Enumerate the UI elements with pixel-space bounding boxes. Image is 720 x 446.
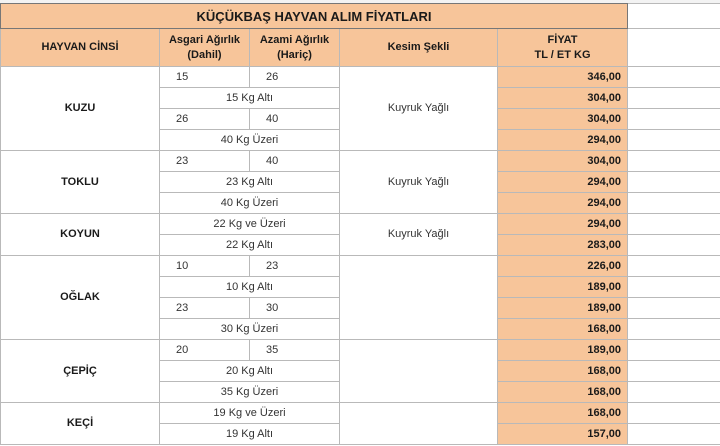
max-weight-cell: 35 [250, 340, 340, 361]
price-cell: 304,00 [498, 109, 628, 130]
min-weight-cell: 10 [160, 256, 250, 277]
table-row [1, 67, 720, 88]
animal-name-cell: KOYUN [1, 214, 160, 256]
max-weight-cell: 26 [250, 67, 340, 88]
blank-cell [628, 319, 720, 340]
price-cell: 168,00 [498, 403, 628, 424]
blank-cell [628, 235, 720, 256]
min-weight-cell: 26 [160, 109, 250, 130]
table-row [1, 151, 720, 172]
price-cell: 189,00 [498, 298, 628, 319]
price-cell: 283,00 [498, 235, 628, 256]
weight-range-cell: 10 Kg Altı [160, 277, 340, 298]
price-cell: 226,00 [498, 256, 628, 277]
header-row [1, 29, 720, 67]
weight-range-cell: 20 Kg Altı [160, 361, 340, 382]
weight-range-cell: 22 Kg ve Üzeri [160, 214, 340, 235]
blank-cell [628, 130, 720, 151]
cut-type-cell: Kuyruk Yağlı [340, 151, 498, 214]
price-cell: 304,00 [498, 151, 628, 172]
weight-range-cell: 23 Kg Altı [160, 172, 340, 193]
price-cell: 294,00 [498, 130, 628, 151]
animal-name-cell: KUZU [1, 67, 160, 151]
price-cell: 294,00 [498, 193, 628, 214]
table-title: KÜÇÜKBAŞ HAYVAN ALIM FİYATLARI [1, 4, 628, 29]
price-cell: 304,00 [498, 88, 628, 109]
weight-range-cell: 30 Kg Üzeri [160, 319, 340, 340]
cut-type-cell [340, 256, 498, 340]
animal-name-cell: KEÇİ [1, 403, 160, 445]
blank-cell [628, 340, 720, 361]
blank-cell [628, 4, 720, 29]
header-min-weight [160, 29, 250, 67]
min-weight-cell: 20 [160, 340, 250, 361]
min-weight-cell: 23 [160, 151, 250, 172]
blank-cell [628, 361, 720, 382]
weight-range-cell: 15 Kg Altı [160, 88, 340, 109]
blank-cell [628, 193, 720, 214]
min-weight-cell: 23 [160, 298, 250, 319]
blank-cell [628, 382, 720, 403]
blank-cell [628, 67, 720, 88]
blank-cell [628, 214, 720, 235]
table-row [1, 403, 720, 424]
price-cell: 294,00 [498, 214, 628, 235]
blank-cell [628, 298, 720, 319]
header-price-text: FİYAT TL / ET KG [534, 33, 591, 61]
price-cell: 294,00 [498, 172, 628, 193]
price-cell: 157,00 [498, 424, 628, 445]
cut-type-cell [340, 403, 498, 445]
price-cell: 168,00 [498, 361, 628, 382]
max-weight-cell: 40 [250, 151, 340, 172]
header-max-weight [250, 29, 340, 67]
price-cell: 168,00 [498, 382, 628, 403]
table-row [1, 340, 720, 361]
price-table [0, 3, 720, 445]
weight-range-cell: 22 Kg Altı [160, 235, 340, 256]
header-animal: HAYVAN CİNSİ [1, 29, 160, 67]
cut-type-cell: Kuyruk Yağlı [340, 214, 498, 256]
blank-cell [628, 29, 720, 67]
blank-cell [628, 256, 720, 277]
table-row [1, 214, 720, 235]
max-weight-cell: 40 [250, 109, 340, 130]
price-cell: 189,00 [498, 340, 628, 361]
table-row [1, 256, 720, 277]
header-price [498, 29, 628, 67]
weight-range-cell: 40 Kg Üzeri [160, 193, 340, 214]
cut-type-cell [340, 340, 498, 403]
max-weight-cell: 30 [250, 298, 340, 319]
price-cell: 189,00 [498, 277, 628, 298]
blank-cell [628, 172, 720, 193]
blank-cell [628, 109, 720, 130]
weight-range-cell: 19 Kg ve Üzeri [160, 403, 340, 424]
price-cell: 346,00 [498, 67, 628, 88]
weight-range-cell: 40 Kg Üzeri [160, 130, 340, 151]
min-weight-cell: 15 [160, 67, 250, 88]
animal-name-cell: TOKLU [1, 151, 160, 214]
blank-cell [628, 277, 720, 298]
blank-cell [628, 403, 720, 424]
max-weight-cell: 23 [250, 256, 340, 277]
header-max-weight-text: Azami Ağırlık (Hariç) [259, 33, 330, 61]
weight-range-cell: 35 Kg Üzeri [160, 382, 340, 403]
blank-cell [628, 424, 720, 445]
weight-range-cell: 19 Kg Altı [160, 424, 340, 445]
header-cut: Kesim Şekli [340, 29, 498, 67]
header-min-weight-text: Asgari Ağırlık (Dahil) [168, 33, 241, 61]
price-cell: 168,00 [498, 319, 628, 340]
animal-name-cell: OĞLAK [1, 256, 160, 340]
cut-type-cell: Kuyruk Yağlı [340, 67, 498, 151]
animal-name-cell: ÇEPİÇ [1, 340, 160, 403]
blank-cell [628, 88, 720, 109]
blank-cell [628, 151, 720, 172]
